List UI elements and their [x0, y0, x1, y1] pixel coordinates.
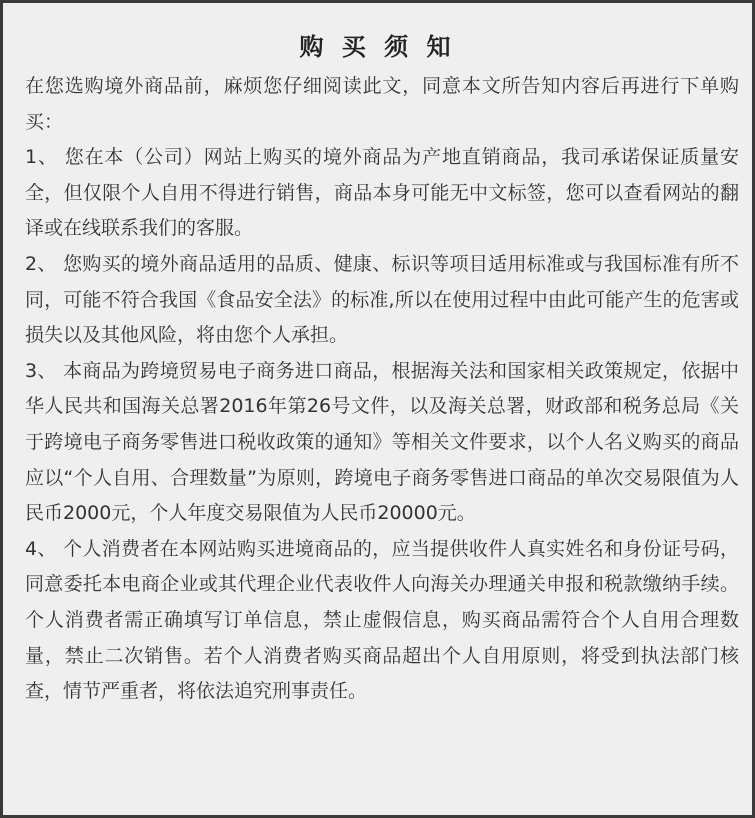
notice-item-1: 1、 您在本（公司）网站上购买的境外商品为产地直销商品，我司承诺保证质量安全，但仅限个人自用不得进行销售，商品本身可能无中文标签，您可以查看网站的翻译或在线联系我们的客服。	[25, 146, 739, 240]
notice-title: 购 买 须 知	[299, 33, 456, 61]
notice-item-3: 3、 本商品为跨境贸易电子商务进口商品，根据海关法和国家相关政策规定，依据中华人民共和国海关总署2016年第26号文件，以及海关总署，财政部和税务总局《关于跨境电子商务零售进口税收政策的通知》等相关文件要求，以个人名义购买的商品应以“个人自用、合理数量”为原则，跨境电子商务零售进口商品的单次交易限值为人民币2000元，个人年度交易限值为人民币20000元。	[25, 359, 739, 525]
notice-item-2: 2、 您购买的境外商品适用的品质、健康、标识等项目适用标准或与我国标准有所不同，可能不符合我国《食品安全法》的标准,所以在使用过程中由此可能产生的危害或损失以及其他风险，将由您个人承担。	[25, 252, 739, 347]
notice-body	[25, 69, 739, 710]
notice-item-4: 4、 个人消费者在本网站购买进境商品的，应当提供收件人真实姓名和身份证号码，同意委托本电商企业或其代理企业代表收件人向海关办理通关申报和税款缴纳手续。个人消费者需正确填写订单信息，禁止虚假信息，购买商品需符合个人自用合理数量，禁止二次销售。若个人消费者购买商品超出个人自用原则，将受到执法部门核查，情节严重者，将依法追究刑事责任。	[25, 537, 739, 703]
notice-intro: 在您选购境外商品前，麻烦您仔细阅读此文，同意本文所告知内容后再进行下单购买：	[25, 75, 739, 133]
